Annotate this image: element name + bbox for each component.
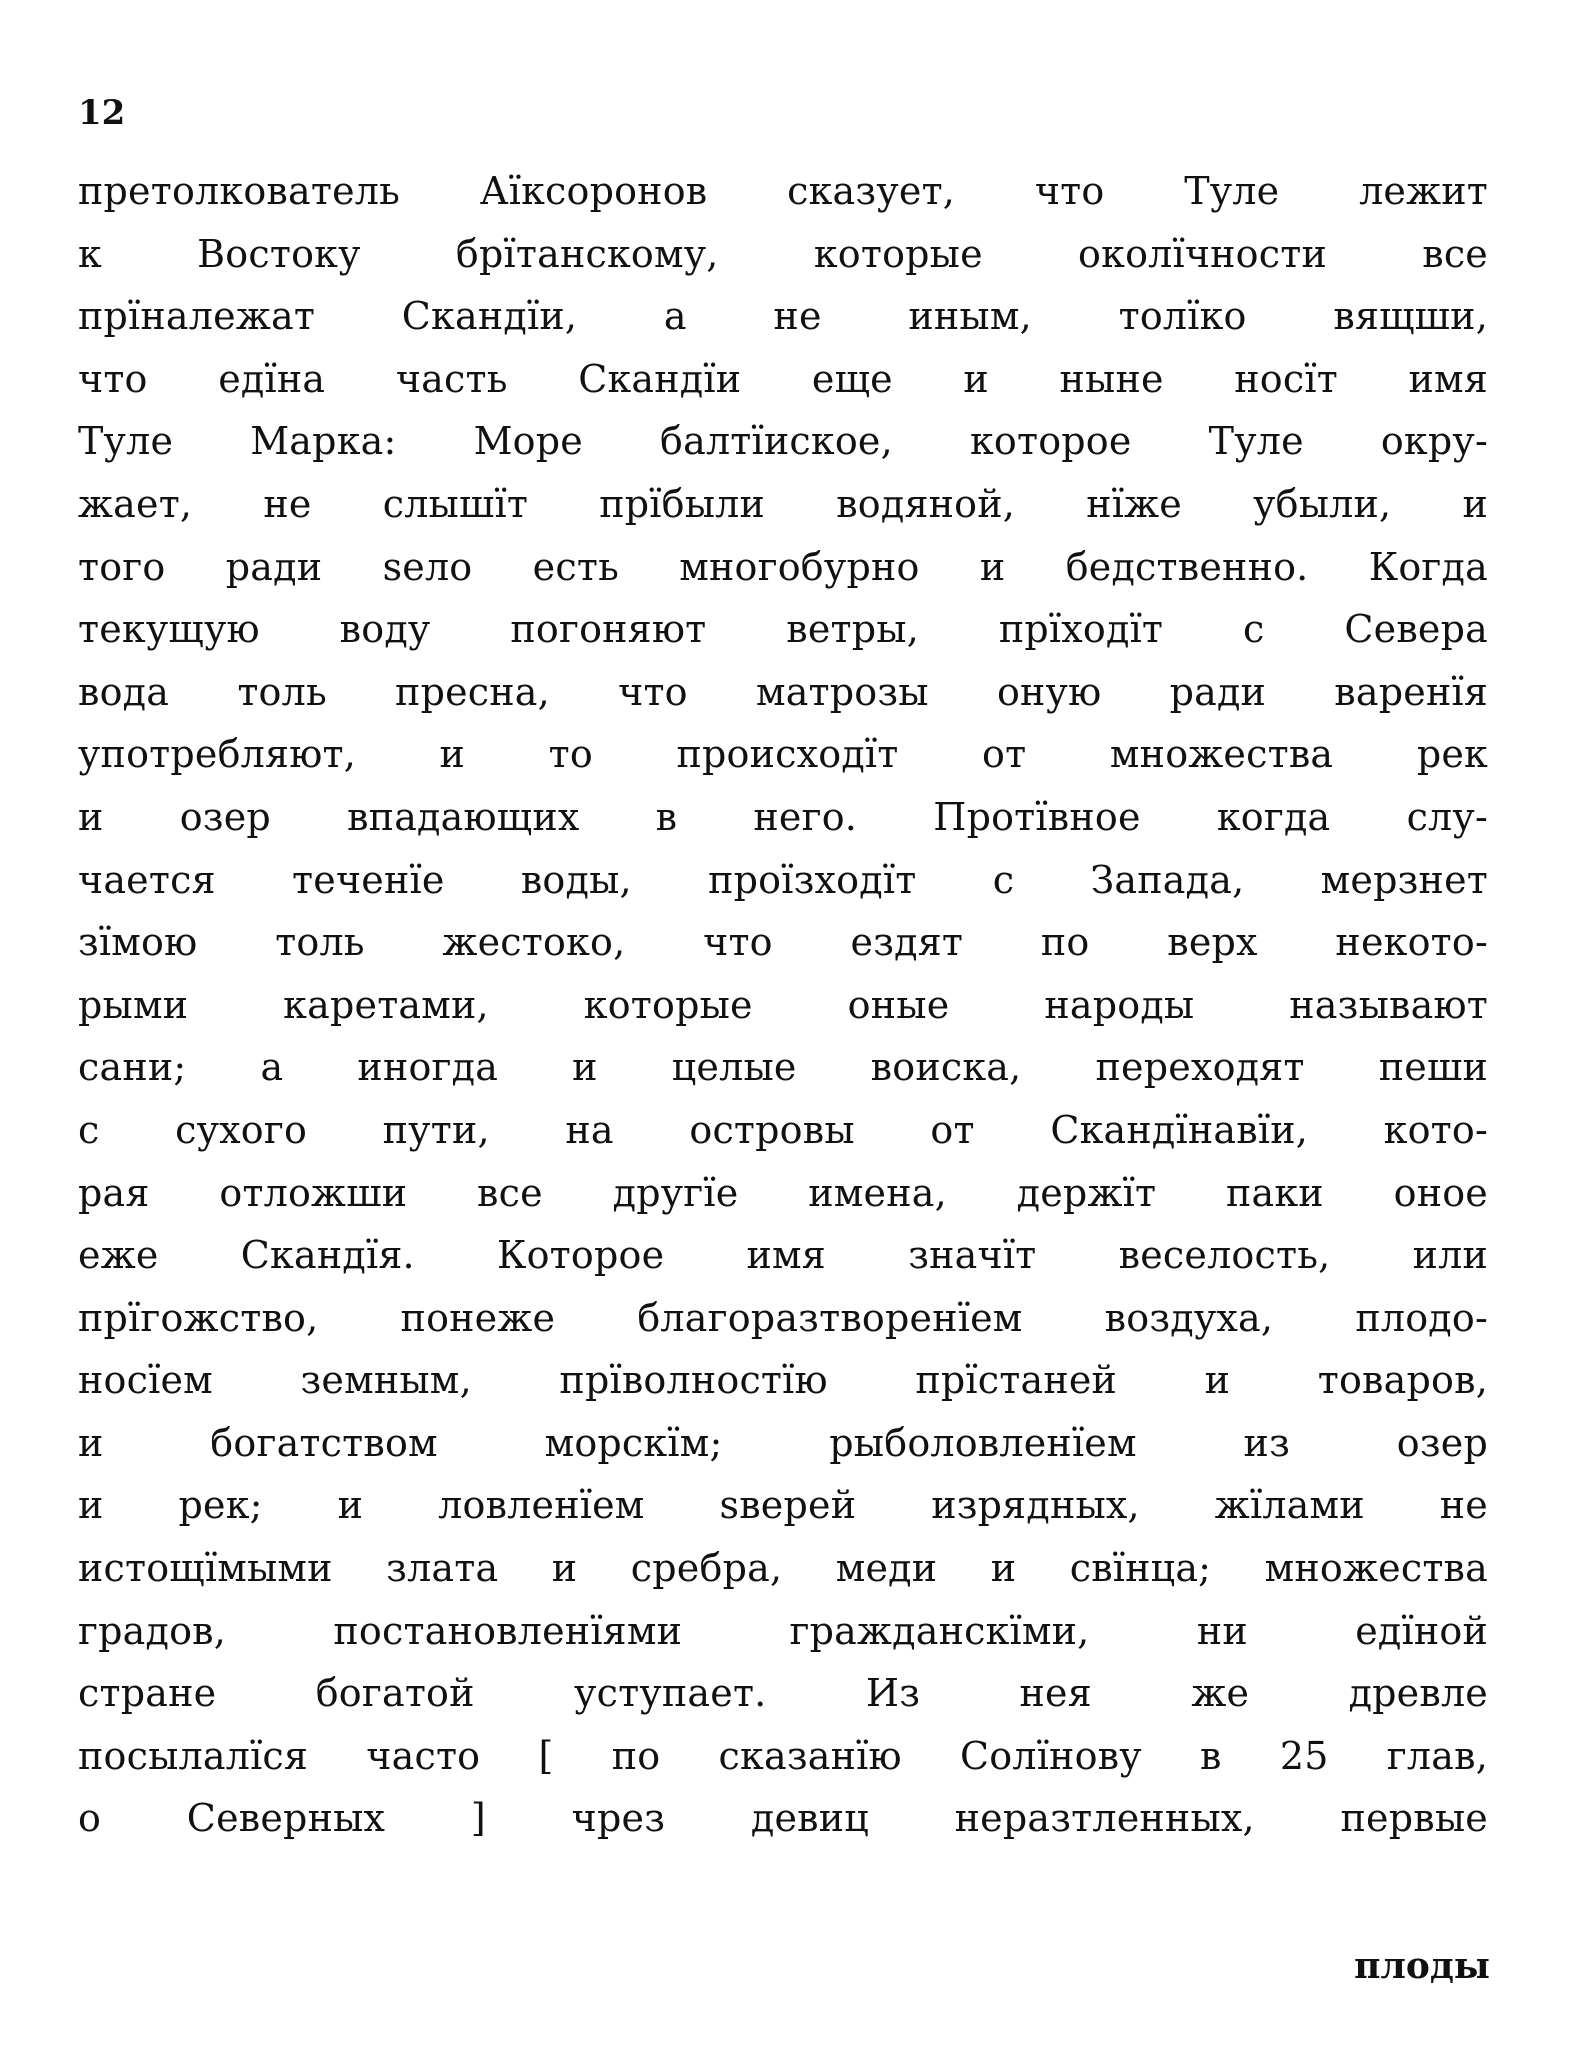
text-line: градов, постановленїями гражданскїми, ни едїной [78, 1608, 1488, 1653]
text-line: и рек; и ловленїем ѕверей изрядных, жїлами не [78, 1483, 1488, 1528]
text-line: сани; а иногда и целые воиска, переходят пеши [78, 1045, 1488, 1090]
text-line: употребляют, и то происходїт от множества рек [78, 732, 1488, 777]
text-line: прїналежат Скандїи, а не иным, толїко вящши, [78, 294, 1488, 339]
text-line: посылалїся часто [ по сказанїю Солїнову в 25 глав, [78, 1733, 1488, 1778]
text-line: к Востоку брїтанскому, которые околїчности все [78, 231, 1488, 276]
text-body [78, 160, 1488, 1850]
text-line: жает, не слышїт прїбыли водяной, нїже убыли, и [78, 481, 1488, 526]
text-line: еже Скандїя. Которое имя значїт веселость, или [78, 1233, 1488, 1278]
text-line: носїем земным, прїволностїю прїстаней и товаров, [78, 1358, 1488, 1403]
text-line: текущую воду погоняют ветры, прїходїт с Севера [78, 607, 1488, 652]
text-line: претолкователь Аїксоронов сказует, что Туле лежит [78, 169, 1488, 213]
text-line: зїмою толь жестоко, что ездят по верх некото- [78, 920, 1488, 965]
text-line: стране богатой уступает. Из нея же древле [78, 1671, 1488, 1716]
catchword: плоды [1354, 1945, 1490, 1987]
page-number: 12 [78, 93, 126, 133]
text-line: что едїна часть Скандїи еще и ныне носїт имя [78, 356, 1488, 401]
text-line: рыми каретами, которые оные народы называют [78, 982, 1488, 1027]
text-line: Туле Марка: Море балтїиское, которое Туле окру- [78, 419, 1488, 464]
text-line: и богатством морскїм; рыболовленїем из озер [78, 1420, 1488, 1465]
text-line: чается теченїе воды, проїзходїт с Запада, мерзнет [78, 857, 1488, 902]
text-line: с сухого пути, на островы от Скандїнавїи, кото- [78, 1107, 1488, 1152]
text-line: прїгожство, понеже благоразтворенїем воздуха, плодо- [78, 1295, 1488, 1340]
text-line: вода толь пресна, что матрозы оную ради варенїя [78, 669, 1488, 714]
text-line: истощїмыми злата и сребра, меди и свїнца; множества [78, 1546, 1488, 1591]
text-line: о Северных ] чрез девиц неразтленных, первые [78, 1796, 1488, 1841]
text-line: того ради ѕело есть многобурно и бедственно. Когда [78, 544, 1488, 589]
text-line: рая отложши все другїе имена, держїт паки оное [78, 1170, 1488, 1215]
text-line: и озер впадающих в него. Протївное когда слу- [78, 794, 1488, 839]
